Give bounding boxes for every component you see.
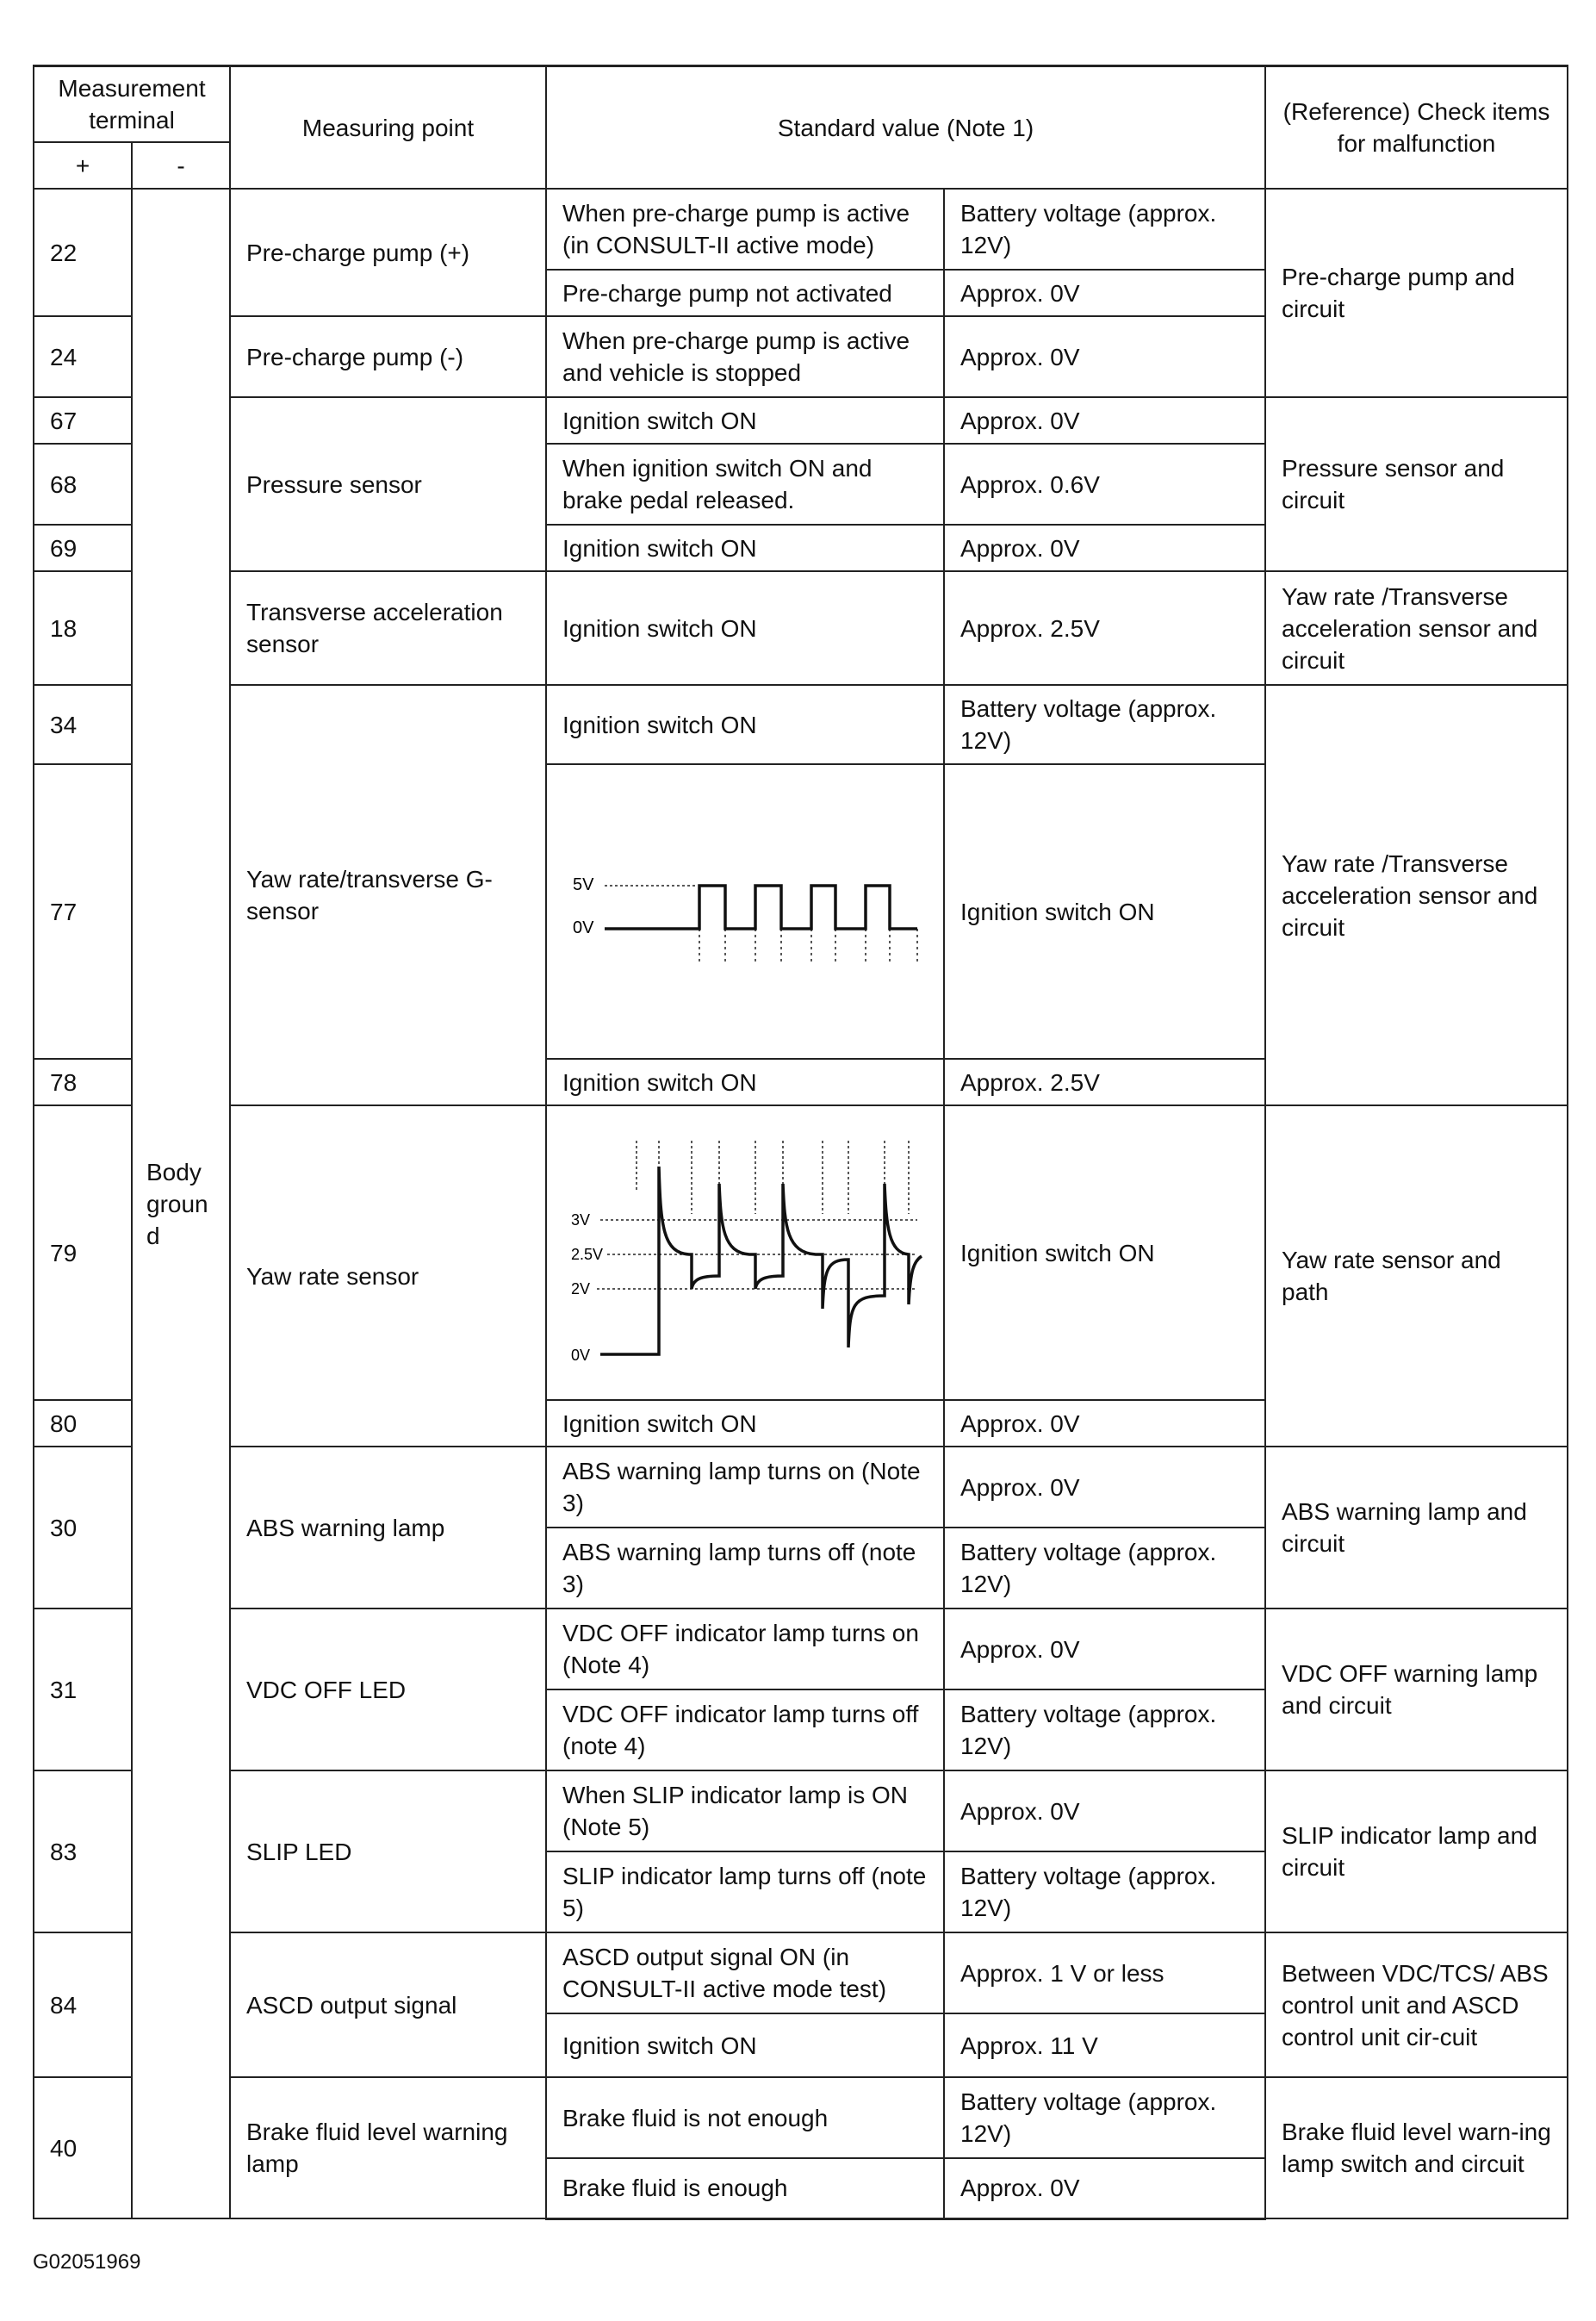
condition-83a: When SLIP indicator lamp is ON (Note 5): [546, 1770, 944, 1851]
header-check-items: (Reference) Check items for malfunction: [1265, 66, 1568, 190]
point-yaw-g: Yaw rate/transverse G-sensor: [230, 685, 546, 1105]
label-0v-yaw: 0V: [571, 1347, 591, 1364]
point-ascd: ASCD output signal: [230, 1932, 546, 2077]
value-83a: Approx. 0V: [944, 1770, 1265, 1851]
point-yaw: Yaw rate sensor: [230, 1105, 546, 1447]
condition-24: When pre-charge pump is active and vehicle is stopped: [546, 316, 944, 397]
header-measuring-point: Measuring point: [230, 66, 546, 190]
figure-code: G02051969: [33, 2250, 141, 2274]
value-68: Approx. 0.6V: [944, 444, 1265, 525]
value-31b: Battery voltage (approx. 12V): [944, 1689, 1265, 1770]
label-5v: 5V: [573, 875, 594, 894]
value-80: Approx. 0V: [944, 1400, 1265, 1447]
condition-84b: Ignition switch ON: [546, 2013, 944, 2077]
condition-31b: VDC OFF indicator lamp turns off (note 4): [546, 1689, 944, 1770]
condition-68: When ignition switch ON and brake pedal released.: [546, 444, 944, 525]
value-22b: Approx. 0V: [944, 270, 1265, 316]
value-22a: Battery voltage (approx. 12V): [944, 189, 1265, 270]
terminal-68: 68: [34, 444, 132, 525]
terminal-83: 83: [34, 1770, 132, 1932]
terminal-table: [33, 65, 1568, 2220]
point-precharge-minus: Pre-charge pump (-): [230, 316, 546, 397]
check-transverse: Yaw rate /Transverse acceleration sensor and circuit: [1265, 571, 1568, 685]
condition-40b: Brake fluid is enough: [546, 2158, 944, 2218]
value-30b: Battery voltage (approx. 12V): [944, 1528, 1265, 1609]
yaw-rate-wave-diagram: [564, 1132, 926, 1373]
terminal-24: 24: [34, 316, 132, 397]
check-brake: Brake fluid level warn-ing lamp switch and circuit: [1265, 2077, 1568, 2218]
terminal-84: 84: [34, 1932, 132, 2077]
condition-40a: Brake fluid is not enough: [546, 2077, 944, 2158]
condition-78: Ignition switch ON: [546, 1059, 944, 1105]
header-standard-value: Standard value (Note 1): [546, 66, 1265, 190]
square-wave-diagram: [568, 843, 922, 980]
label-2-5v: 2.5V: [571, 1246, 604, 1263]
point-brake: Brake fluid level warning lamp: [230, 2077, 546, 2218]
check-yaw-g: Yaw rate /Transverse acceleration sensor and circuit: [1265, 685, 1568, 1105]
condition-83b: SLIP indicator lamp turns off (note 5): [546, 1851, 944, 1932]
terminal-40: 40: [34, 2077, 132, 2218]
condition-30b: ABS warning lamp turns off (note 3): [546, 1528, 944, 1609]
terminal-79: 79: [34, 1105, 132, 1400]
value-77: Ignition switch ON: [944, 764, 1265, 1059]
check-vdc: VDC OFF warning lamp and circuit: [1265, 1609, 1568, 1770]
check-yaw: Yaw rate sensor and path: [1265, 1105, 1568, 1447]
header-minus: -: [132, 142, 230, 189]
waveform-77-cell: [546, 764, 944, 1059]
value-83b: Battery voltage (approx. 12V): [944, 1851, 1265, 1932]
point-vdc: VDC OFF LED: [230, 1609, 546, 1770]
condition-31a: VDC OFF indicator lamp turns on (Note 4): [546, 1609, 944, 1689]
waveform-79-cell: [546, 1105, 944, 1400]
terminal-22: 22: [34, 189, 132, 316]
condition-30a: ABS warning lamp turns on (Note 3): [546, 1447, 944, 1528]
value-31a: Approx. 0V: [944, 1609, 1265, 1689]
terminal-80: 80: [34, 1400, 132, 1447]
label-0v: 0V: [573, 918, 594, 937]
terminal-67: 67: [34, 397, 132, 444]
condition-34: Ignition switch ON: [546, 685, 944, 764]
check-ascd: Between VDC/TCS/ ABS control unit and ASCD control unit cir-cuit: [1265, 1932, 1568, 2077]
point-transverse: Transverse acceleration sensor: [230, 571, 546, 685]
ground-cell: Body groun d: [132, 189, 230, 2218]
label-2v: 2V: [571, 1280, 591, 1297]
terminal-69: 69: [34, 525, 132, 571]
condition-80: Ignition switch ON: [546, 1400, 944, 1447]
check-precharge: Pre-charge pump and circuit: [1265, 189, 1568, 397]
yaw-rate-wave-trace: [600, 1167, 922, 1354]
terminal-34: 34: [34, 685, 132, 764]
point-pressure: Pressure sensor: [230, 397, 546, 571]
value-79: Ignition switch ON: [944, 1105, 1265, 1400]
condition-67: Ignition switch ON: [546, 397, 944, 444]
terminal-77: 77: [34, 764, 132, 1059]
value-40a: Battery voltage (approx. 12V): [944, 2077, 1265, 2158]
terminal-30: 30: [34, 1447, 132, 1609]
square-wave-trace: [605, 886, 917, 929]
point-abs: ABS warning lamp: [230, 1447, 546, 1609]
point-precharge-plus: Pre-charge pump (+): [230, 189, 546, 316]
condition-69: Ignition switch ON: [546, 525, 944, 571]
check-slip: SLIP indicator lamp and circuit: [1265, 1770, 1568, 1932]
value-30a: Approx. 0V: [944, 1447, 1265, 1528]
value-67: Approx. 0V: [944, 397, 1265, 444]
value-24: Approx. 0V: [944, 316, 1265, 397]
value-34: Battery voltage (approx. 12V): [944, 685, 1265, 764]
condition-18: Ignition switch ON: [546, 571, 944, 685]
header-measurement-terminal: Measurement terminal: [34, 66, 230, 143]
terminal-78: 78: [34, 1059, 132, 1105]
header-plus: +: [34, 142, 132, 189]
value-69: Approx. 0V: [944, 525, 1265, 571]
condition-22a: When pre-charge pump is active (in CONSULT-II active mode): [546, 189, 944, 270]
condition-84a: ASCD output signal ON (in CONSULT-II active mode test): [546, 1932, 944, 2013]
label-3v: 3V: [571, 1211, 591, 1229]
value-84a: Approx. 1 V or less: [944, 1932, 1265, 2013]
check-abs: ABS warning lamp and circuit: [1265, 1447, 1568, 1609]
value-40b: Approx. 0V: [944, 2158, 1265, 2218]
check-pressure: Pressure sensor and circuit: [1265, 397, 1568, 571]
point-slip: SLIP LED: [230, 1770, 546, 1932]
terminal-31: 31: [34, 1609, 132, 1770]
terminal-18: 18: [34, 571, 132, 685]
value-78: Approx. 2.5V: [944, 1059, 1265, 1105]
condition-22b: Pre-charge pump not activated: [546, 270, 944, 316]
value-84b: Approx. 11 V: [944, 2013, 1265, 2077]
value-18: Approx. 2.5V: [944, 571, 1265, 685]
